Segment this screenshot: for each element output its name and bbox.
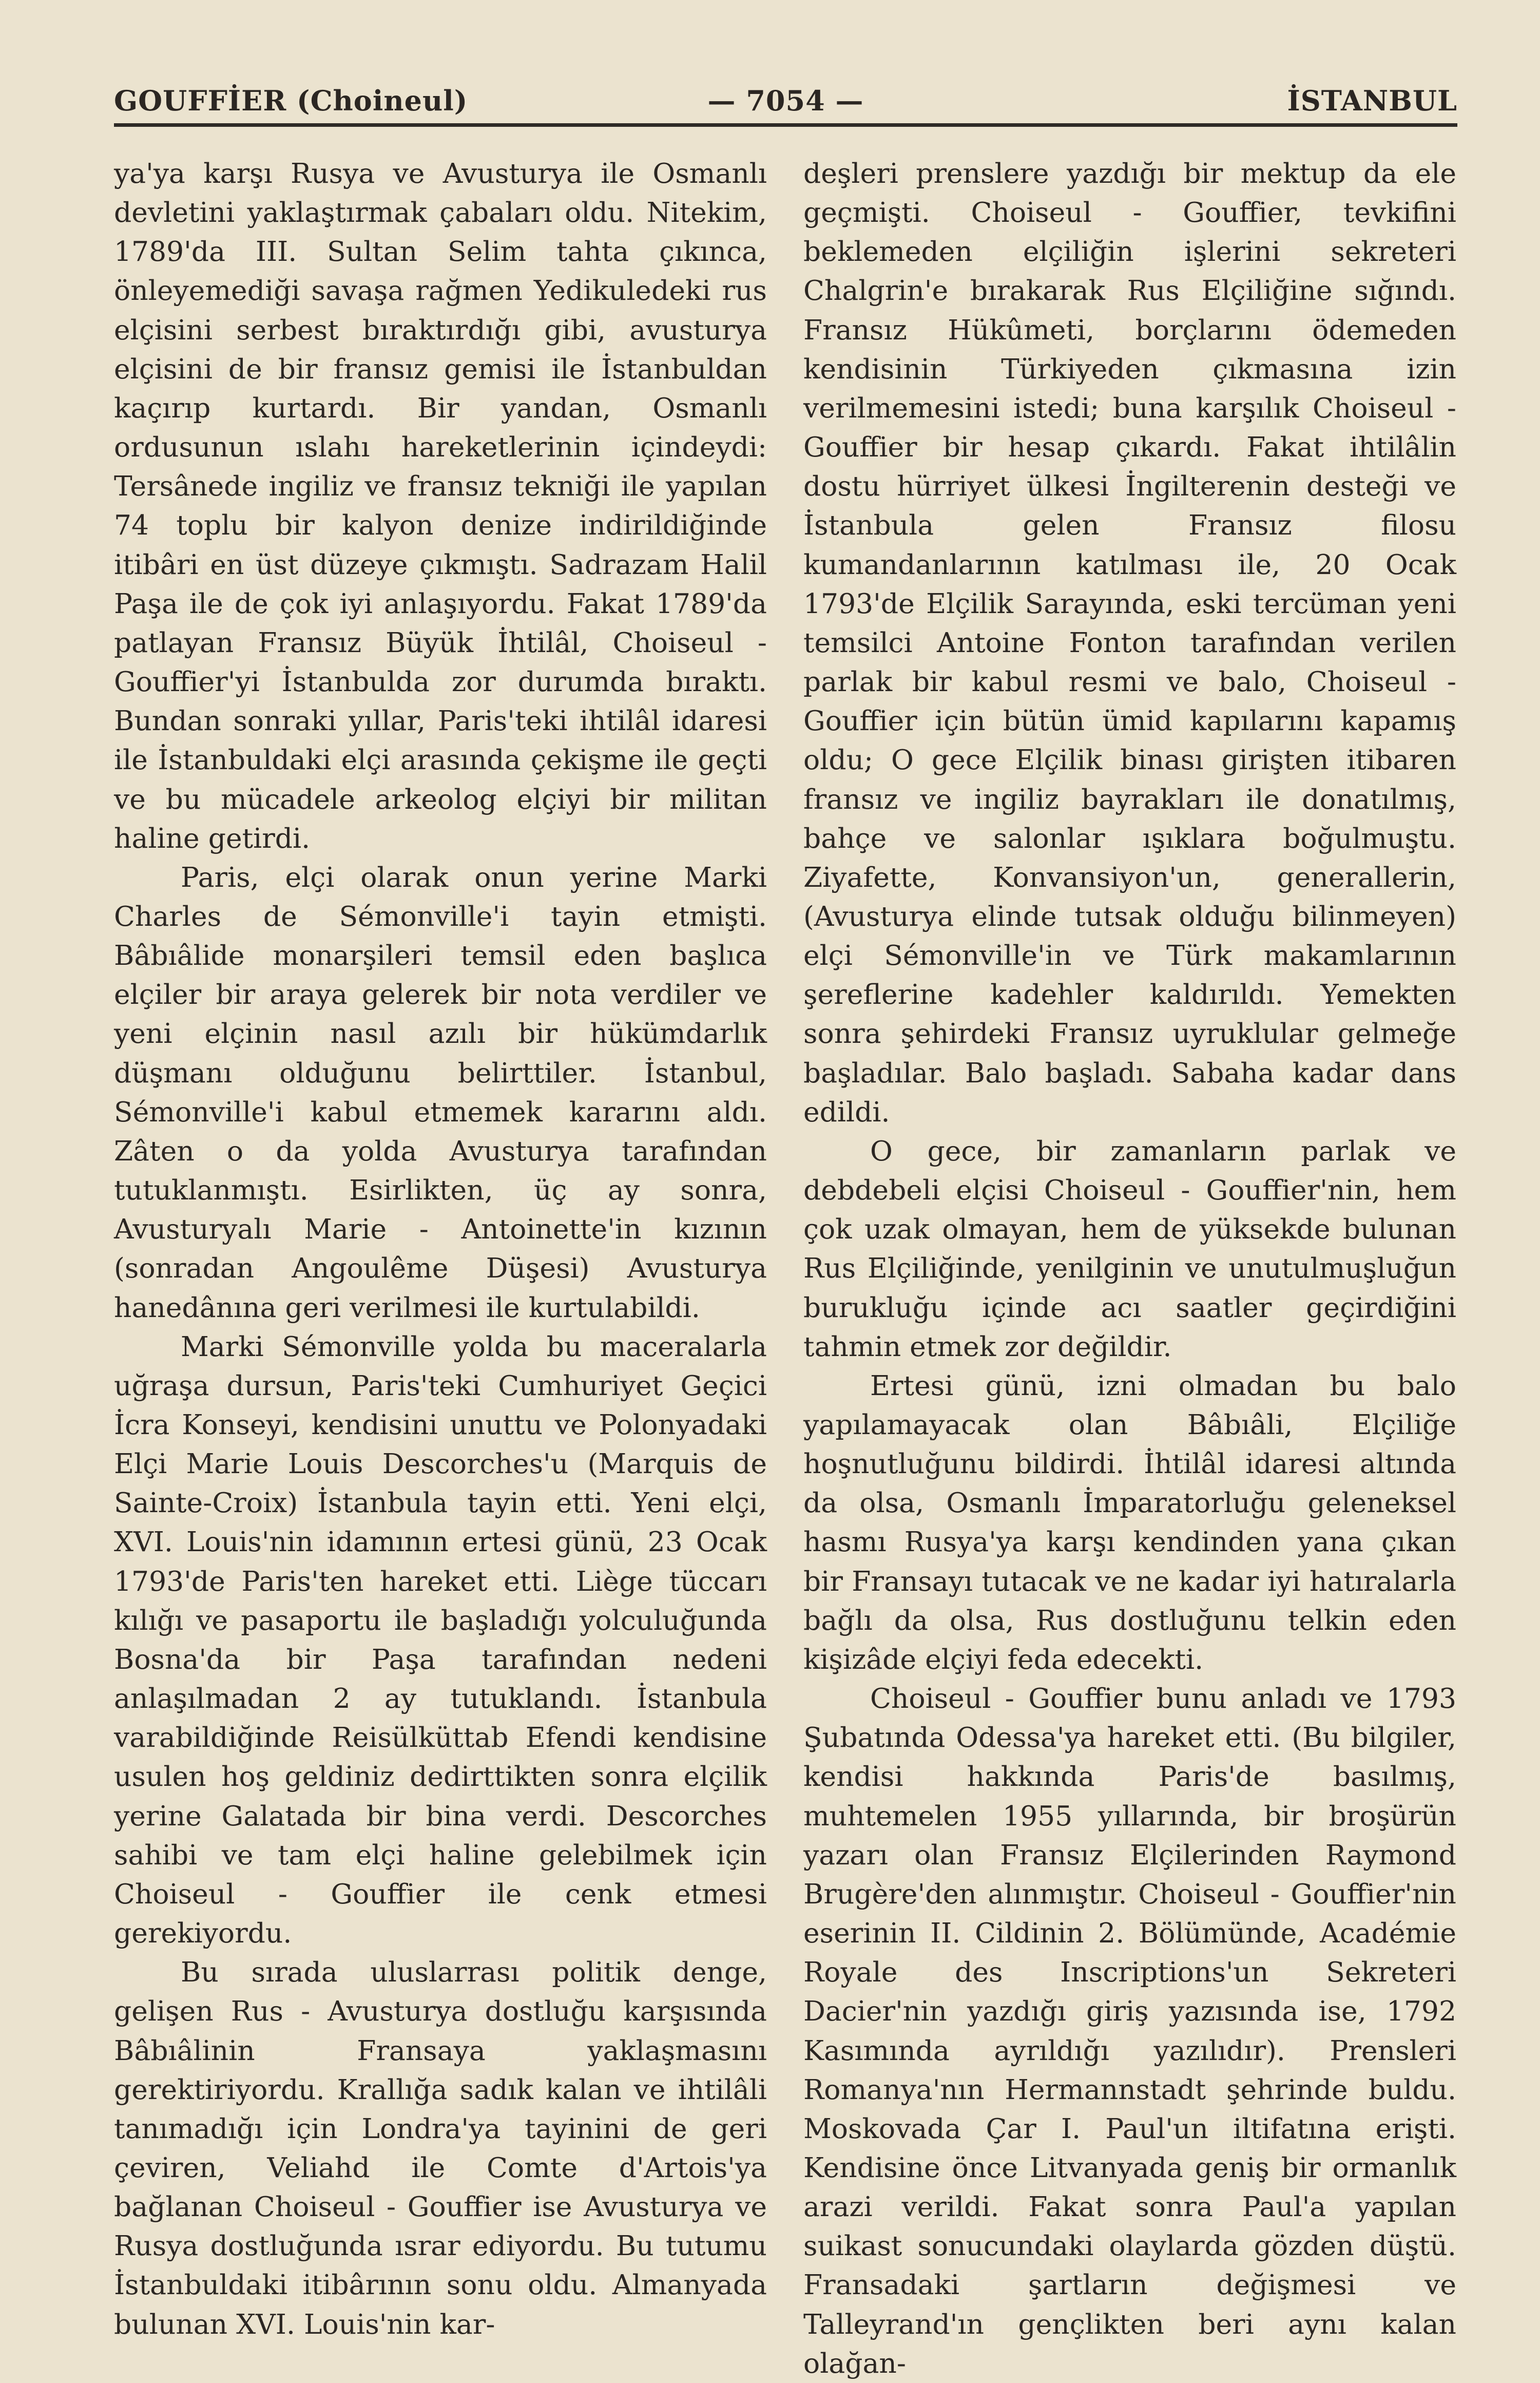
page-header xyxy=(114,77,1457,121)
header-rule xyxy=(114,123,1457,127)
paragraph: Ertesi günü, izni olmadan bu balo yapılamayacak olan Bâbıâli, Elçiliğe hoşnutluğunu bildirdi. İhtilâl idaresi altında da olsa, Osmanlı İmparatorluğu geleneksel hasmı Rusya'ya karşı kendinden yana çıkan bir Fransayı tutacak ve ne kadar iyi hatıralarla bağlı da olsa, Rus dostluğunu telkin eden kişizâde elçiyi feda edecekti. xyxy=(803,1369,1456,1675)
header-right-title: İSTANBUL xyxy=(1287,84,1457,117)
paragraph: O gece, bir zamanların parlak ve debdebeli elçisi Choiseul - Gouffier'nin, hem çok uzak olmayan, hem de yüksekde bulunan Rus Elçiliğinde, yenilginin ve unutulmuşluğun burukluğu içinde acı saatler geçirdiğini tahmin etmek zor değildir. xyxy=(803,1134,1456,1363)
paragraph: Choiseul - Gouffier bunu anladı ve 1793 Şubatında Odessa'ya hareket etti. (Bu bilgiler, kendisi hakkında Paris'de basılmış, muhtemelen 1955 yıllarında, bir broşürün yazarı olan Fransız Elçilerinden Raymond Brugère'den alınmıştır. Choiseul - Gouffier'nin eserinin II. Cildinin 2. Bölümünde, Académie Royale des Inscriptions'un Sekreteri Dacier'nin yazdığı giriş yazısında ise, 1792 Kasımında ayrıldığı yazılıdır). Prensleri Romanya'nın Hermannstadt şehrinde buldu. Moskovada Çar I. Paul'un iltifatına erişti. Kendisine önce Litvanyada geniş bir ormanlık arazi verildi. Fakat sonra Paul'a yapılan suikast sonucundaki olaylarda gözden düştü. Fransadaki şartların değişmesi ve Talleyrand'ın gençlikten beri aynı kalan olağan- xyxy=(803,1682,1456,2379)
right-column xyxy=(803,154,1456,2379)
paragraph: Bu sırada uluslarrası politik denge, gelişen Rus - Avusturya dostluğu karşısında Bâbıâlinin Fransaya yaklaşmasını gerektiriyordu. Krallığa sadık kalan ve ihtilâli tanımadığı için Londra'ya tayinini de geri çeviren, Veliahd ile Comte d'Artois'ya bağlanan Choiseul - Gouffier ise Avusturya ve Rusya dostluğunda ısrar ediyordu. Bu tutumu İstanbuldaki itibârının sonu oldu. Almanyada bulunan XVI. Louis'nin kar- xyxy=(114,1956,767,2340)
paragraph: Marki Sémonville yolda bu maceralarla uğraşa dursun, Paris'teki Cumhuriyet Geçici İcra Konseyi, kendisini unuttu ve Polonyadaki Elçi Marie Louis Descorches'u (Marquis de Sainte-Croix) İstanbula tayin etti. Yeni elçi, XVI. Louis'nin idamının ertesi günü, 23 Ocak 1793'de Paris'ten hareket etti. Liège tüccarı kılığı ve pasaportu ile başladığı yolculuğunda Bosna'da bir Paşa tarafından nedeni anlaşılmadan 2 ay tutuklandı. İstanbula varabildiğinde Reisülküttab Efendi kendisine usulen hoş geldiniz dedirttikten sonra elçilik yerine Galatada bir bina verdi. Descorches sahibi ve tam elçi haline gelebilmek için Choiseul - Gouffier ile cenk etmesi gerekiyordu. xyxy=(114,1330,767,1950)
paragraph: ya'ya karşı Rusya ve Avusturya ile Osmanlı devletini yaklaştırmak çabaları oldu. Nitekim, 1789'da III. Sultan Selim tahta çıkınca, önleyemediği savaşa rağmen Yedikuledeki rus elçisini serbest bıraktırdığı gibi, avusturya elçisini de bir fransız gemisi ile İstanbuldan kaçırıp kurtardı. Bir yandan, Osmanlı ordusunun ıslahı hareketlerinin içindeydi: Tersânede ingiliz ve fransız tekniği ile yapılan 74 toplu bir kalyon denize indirildiğinde itibâri en üst düzeye çıkmıştı. Sadrazam Halil Paşa ile de çok iyi anlaşıyordu. Fakat 1789'da patlayan Fransız Büyük İhtilâl, Choiseul - Gouffier'yi İstanbulda zor durumda bıraktı. Bundan sonraki yıllar, Paris'teki ihtilâl idaresi ile İstanbuldaki elçi arasında çekişme ile geçti ve bu mücadele arkeolog elçiyi bir militan haline getirdi. xyxy=(114,157,767,854)
paragraph: Paris, elçi olarak onun yerine Marki Charles de Sémonville'i tayin etmişti. Bâbıâlide monarşileri temsil eden başlıca elçiler bir araya gelerek bir nota verdiler ve yeni elçinin nasıl azılı bir hükümdarlık düşmanı olduğunu belirttiler. İstanbul, Sémonville'i kabul etmemek kararını aldı. Zâten o da yolda Avusturya tarafından tutuklanmıştı. Esirlikten, üç ay sonra, Avusturyalı Marie - Antoinette'in kızının (sonradan Angoulême Düşesi) Avusturya hanedânına geri verilmesi ile kurtulabildi. xyxy=(114,861,767,1324)
left-column xyxy=(114,154,767,2340)
header-left-title: GOUFFİER (Choineul) xyxy=(114,84,468,117)
paragraph: deşleri prenslere yazdığı bir mektup da ele geçmişti. Choiseul - Gouffier, tevkifini beklemeden elçiliğin işlerini sekreteri Chalgrin'e bırakarak Rus Elçiliğine sığındı. Fransız Hükûmeti, borçlarını ödemeden kendisinin Türkiyeden çıkmasına izin verilmemesini istedi; buna karşılık Choiseul - Gouffier bir hesap çıkardı. Fakat ihtilâlin dostu hürriyet ülkesi İngilterenin desteği ve İstanbula gelen Fransız filosu kumandanlarının katılması ile, 20 Ocak 1793'de Elçilik Sarayında, eski tercüman yeni temsilci Antoine Fonton tarafından verilen parlak bir kabul resmi ve balo, Choiseul - Gouffier için bütün ümid kapılarını kapamış oldu; O gece Elçilik binası girişten itibaren fransız ve ingiliz bayrakları ile donatılmış, bahçe ve salonlar ışıklara boğulmuştu. Ziyafette, Konvansiyon'un, generallerin, (Avusturya elinde tutsak olduğu bilinmeyen) elçi Sémonville'in ve Türk makamlarının şereflerine kadehler kaldırıldı. Yemekten sonra şehirdeki Fransız uyruklular gelmeğe başladılar. Balo başladı. Sabaha kadar dans edildi. xyxy=(803,157,1456,1128)
page-number: — 7054 — xyxy=(707,84,864,117)
